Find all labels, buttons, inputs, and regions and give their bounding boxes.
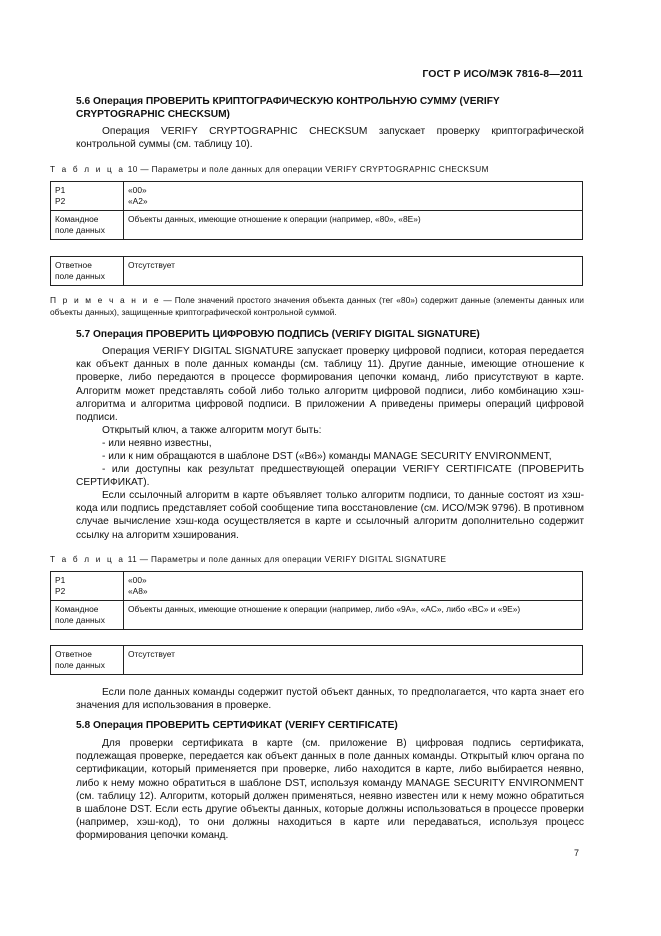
section-5-8-paragraph: Для проверки сертификата в карте (см. приложение B) цифровая подпись сертификата, подлежащая проверке, передается как объект данных в поле данных команды. Открытый ключ органа по сертификации, который применяется при проверке, либо находится в карте, либо выбирается неявно, либо к нему можно обратиться в шаблоне DST, используя команду MANAGE SECURITY ENVIRONMENT (см. таблицу 12). Алгоритм, который должен применяться, неявно известен или к нему можно обратиться в шаблоне DST. Если есть другие объекты данных, которые должны использоваться в процессе проверки (например, хэш-код), то они должны находиться в карте или передаваться, используя процесс формирования цепочки команд.: [76, 738, 584, 842]
table-cell: [51, 211, 124, 240]
table-10-response: [50, 256, 583, 286]
table-row: [51, 646, 583, 675]
table-cell: [124, 572, 583, 601]
cell-text: «A2»: [128, 196, 148, 206]
note: [50, 295, 584, 318]
cell-text: P2: [55, 196, 66, 206]
table-11: [50, 571, 583, 630]
section-5-7-paragraph-3: Если ссылочный алгоритм в карте объявляет только алгоритм подписи, то данные состоят из хэш-кода или подпись представляет собой сообщение типа восстановление (см. ИСО/МЭК 9796). В противном случае вычисление хэш-кода осуществляется в карте и ссылочный алгоритм дополнительно содержит ссылку на алгоритм хэширования.: [76, 490, 584, 541]
table-cell: Отсутствует: [124, 646, 583, 675]
table-cell: [124, 182, 583, 211]
section-5-7-title: 5.7 Операция ПРОВЕРИТЬ ЦИФРОВУЮ ПОДПИСЬ (VERIFY DIGITAL SIGNATURE): [76, 329, 480, 340]
cell-text: поле данных: [55, 615, 105, 625]
section-5-6-paragraph: Операция VERIFY CRYPTOGRAPHIC CHECKSUM запускает проверку криптографической контрольной суммы (см. таблицу 10).: [76, 126, 584, 151]
table-cell: Объекты данных, имеющие отношение к операции (например, «80», «8E»): [124, 211, 583, 240]
note-lead: П р и м е ч а н и е: [50, 295, 161, 305]
section-5-6-title-line2: CRYPTOGRAPHIC CHECKSUM): [76, 109, 230, 120]
table-cell: [51, 601, 124, 630]
list-item: - или к ним обращаются в шаблоне DST («B6») команды MANAGE SECURITY ENVIRONMENT,: [102, 451, 552, 462]
note-text: — Поле значений простого значения объекта данных (тег «80») содержит данные (элементы данных или объекты данных), защищенные криптографической контрольной суммой.: [50, 295, 584, 317]
table-row: [51, 572, 583, 601]
table-11-response: [50, 645, 583, 675]
cell-text: P1: [55, 185, 66, 195]
table-cell: [51, 646, 124, 675]
table-cell: Объекты данных, имеющие отношение к операции (например, либо «9A», «AC», либо «BC» и «9E»): [124, 601, 583, 630]
table-11-caption-lead: Т а б л и ц а: [50, 555, 126, 564]
table-10-caption-lead: Т а б л и ц а: [50, 165, 126, 174]
table-10: [50, 181, 583, 240]
cell-text: поле данных: [55, 271, 105, 281]
cell-text: «00»: [128, 185, 147, 195]
paragraph-after-table-11: Если поле данных команды содержит пустой объект данных, то предполагается, что карта знает его значения для использования в проверке.: [76, 687, 584, 712]
table-10-caption-text: 10 — Параметры и поле данных для операции VERIFY CRYPTOGRAPHIC CHECKSUM: [127, 165, 489, 174]
table-row: [51, 601, 583, 630]
table-cell: [51, 257, 124, 286]
table-row: [51, 257, 583, 286]
table-cell: [51, 182, 124, 211]
section-5-8-title: 5.8 Операция ПРОВЕРИТЬ СЕРТИФИКАТ (VERIFY CERTIFICATE): [76, 720, 398, 731]
cell-text: P2: [55, 586, 66, 596]
table-11-caption-text: 11 — Параметры и поле данных для операции VERIFY DIGITAL SIGNATURE: [127, 555, 447, 564]
cell-text: Ответное: [55, 260, 92, 270]
list-item: - или доступны как результат предшествующей операции VERIFY CERTIFICATE (ПРОВЕРИТЬ СЕРТИФИКАТ).: [76, 464, 584, 489]
cell-text: «00»: [128, 575, 147, 585]
table-cell: Отсутствует: [124, 257, 583, 286]
section-5-7-paragraph-2: Открытый ключ, а также алгоритм могут быть:: [102, 425, 322, 436]
table-cell: [51, 572, 124, 601]
list-item: - или неявно известны,: [102, 438, 212, 449]
cell-text: поле данных: [55, 660, 105, 670]
document-header: ГОСТ Р ИСО/МЭК 7816-8—2011: [422, 68, 583, 80]
cell-text: P1: [55, 575, 66, 585]
table-row: [51, 211, 583, 240]
section-5-7-paragraph-1: Операция VERIFY DIGITAL SIGNATURE запускает проверку цифровой подписи, которая передается как объект данных в поле данных команды (см. таблицу 11). Другие данные, имеющие отношение к проверке, либо передаются в процессе формирования цепочки команд, либо присутствуют в карте. Алгоритм может представлять собой либо только алгоритм цифровой подписи, либо комбинацию хэш-алгоритма и алгоритма цифровой подписи. В приложении А приведены примеры операций цифровой подписи.: [76, 346, 584, 424]
section-5-6-title-line1: 5.6 Операция ПРОВЕРИТЬ КРИПТОГРАФИЧЕСКУЮ КОНТРОЛЬНУЮ СУММУ (VERIFY: [76, 96, 500, 107]
section-5-6-title: [76, 95, 584, 121]
table-11-caption: [50, 555, 446, 564]
cell-text: поле данных: [55, 225, 105, 235]
table-10-caption: [50, 165, 489, 174]
cell-text: Командное: [55, 604, 99, 614]
cell-text: Командное: [55, 214, 99, 224]
cell-text: «A8»: [128, 586, 148, 596]
table-row: [51, 182, 583, 211]
cell-text: Ответное: [55, 649, 92, 659]
page-number: 7: [574, 848, 580, 858]
